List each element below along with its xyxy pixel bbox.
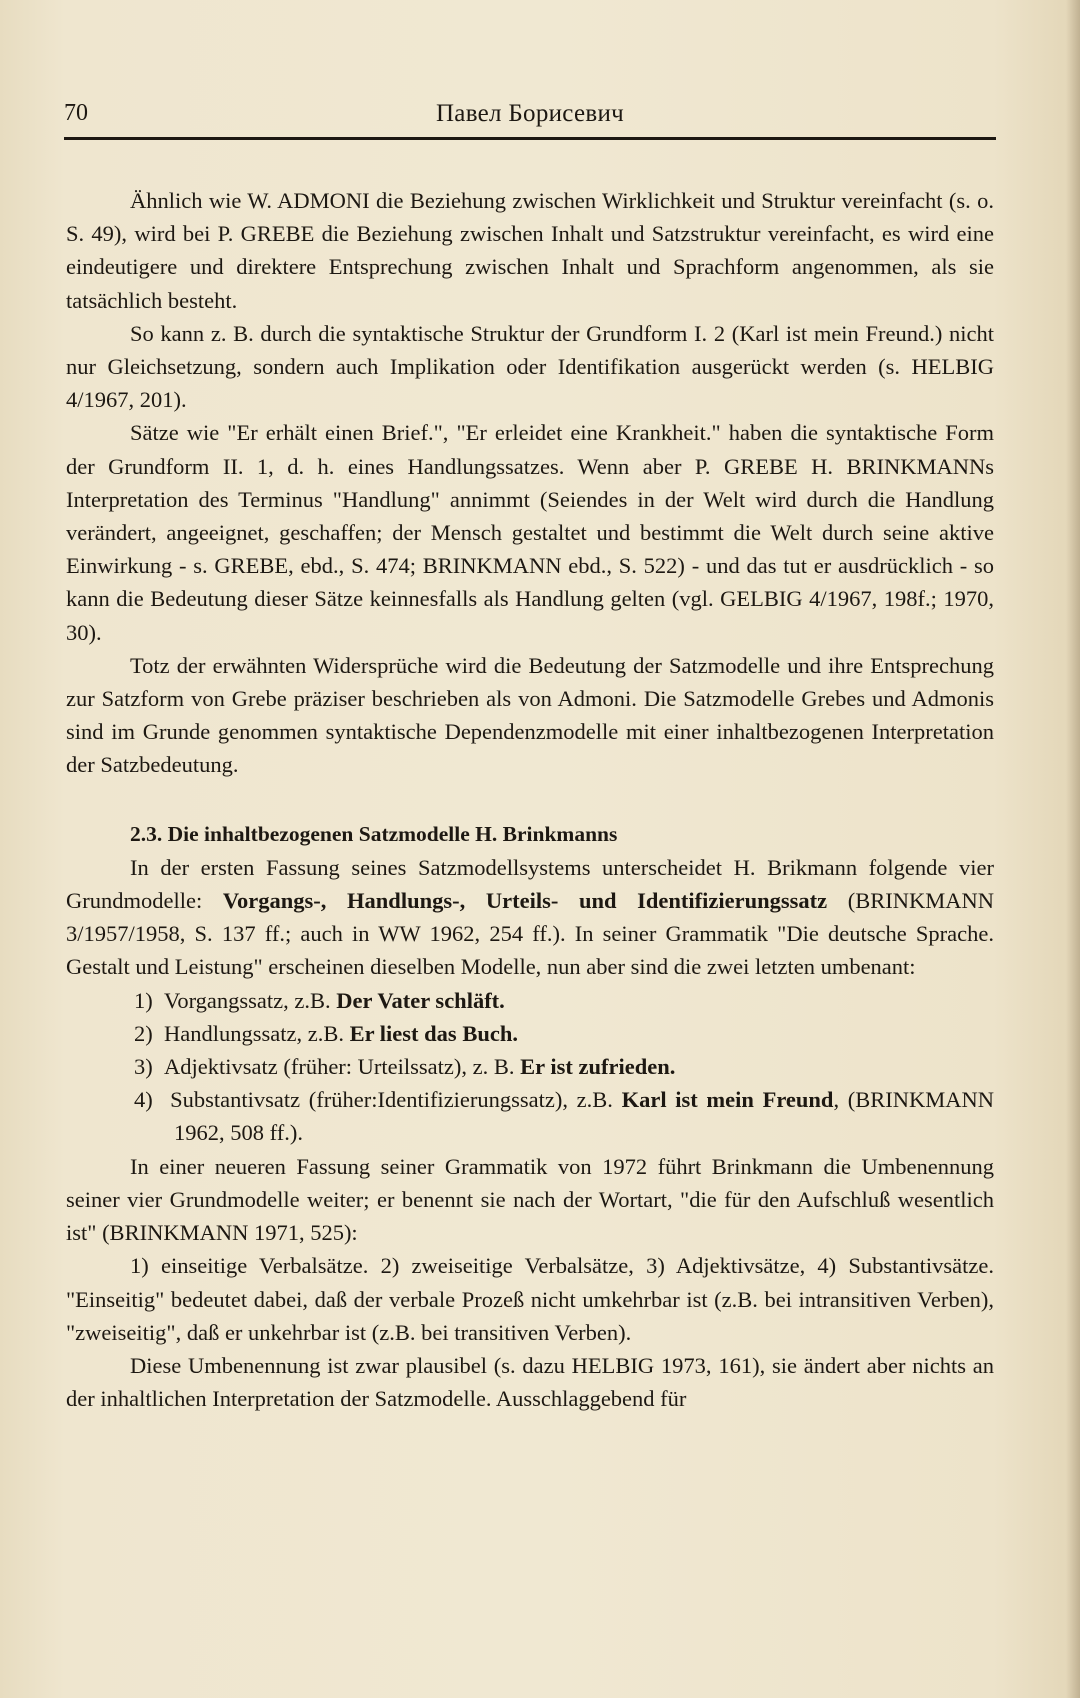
header-rule [64, 137, 996, 140]
list-item [66, 984, 994, 1017]
page-number: 70 [64, 100, 88, 126]
list-item-example: Der Vater schläft. [336, 987, 505, 1013]
list-item [66, 1050, 994, 1083]
section-heading: 2.3. Die inhaltbezogenen Satzmodelle H. Brinkmanns [130, 821, 618, 846]
list-item-example: Karl ist mein Freund [621, 1087, 834, 1113]
list-item [66, 1083, 994, 1149]
list-item-text: Handlungssatz, z.B. [164, 1020, 350, 1046]
body-text [66, 184, 994, 1415]
paragraph-5-bold: Vorgangs-, Handlungs-, Urteils- und Identifizierungssatz [222, 888, 828, 914]
paragraph-6: In einer neueren Fassung seiner Grammatik von 1972 führt Brinkmann die Umbenennung seiner vier Grundmodelle weiter; er benennt sie nach der Wortart, "die für den Aufschluß wesentlich ist" (BRINKMANN 1971, 525): [66, 1153, 994, 1246]
paragraph-5 [66, 851, 994, 984]
paragraph-3: Sätze wie "Er erhält einen Brief.", "Er erleidet eine Krankheit." haben die syntaktische Form der Grundform II. 1, d. h. eines Handlungssatzes. Wenn aber P. GREBE H. BRINKMANNs Interpretation des Terminus "Handlung" annimmt (Seiendes in der Welt wird durch die Handlung verändert, angeeignet, geschaffen; der Mensch gestaltet und bestimmt die Welt durch seine aktive Einwirkung - s. GREBE, ebd., S. 474; BRINKMANN ebd., S. 522) - und das tut er ausdrücklich - so kann die Bedeutung dieser Sätze keinnesfalls als Handlung gelten (vgl. GELBIG 4/1967, 198f.; 1970, 30). [66, 420, 994, 645]
paragraph-1: Ähnlich wie W. ADMONI die Beziehung zwischen Wirklichkeit und Struktur vereinfacht (s. o. S. 49), wird bei P. GREBE die Beziehung zwischen Inhalt und Satzstruktur vereinfacht, es wird eine eindeutigere und direktere Entsprechung zwischen Inhalt und Sprachform angenommen, als sie tatsächlich besteht. [66, 188, 994, 313]
list-item-example: Er liest das Buch. [349, 1020, 518, 1046]
list-item-number: 1) [134, 987, 153, 1013]
paragraph-4: Totz der erwähnten Widersprüche wird die Bedeutung der Satzmodelle und ihre Entsprechung zur Satzform von Grebe präziser beschrieben als von Admoni. Die Satzmodelle Grebes und Admonis sind im Grunde genommen syntaktische Dependenzmodelle mit einer inhaltbezogenen Interpretation der Satzbedeutung. [66, 652, 994, 778]
list-item-tail: , (BRINKMANN 1962, 508 ff.). [174, 1087, 994, 1146]
list-item [66, 1017, 994, 1050]
list-item-number: 3) [134, 1054, 153, 1080]
running-head: Павел Борисевич [435, 100, 625, 127]
page-edge-shadow [1066, 0, 1080, 1698]
paragraph-8: Diese Umbenennung ist zwar plausibel (s. dazu HELBIG 1973, 161), sie ändert aber nichts an der inhaltlichen Interpretation der Satzmodelle. Ausschlaggebend für [66, 1352, 994, 1412]
paragraph-5-text-b: (BRINKMANN 3/1957/1958, S. 137 ff.; auch in WW 1962, 254 ff.). In seiner Grammatik "Die deutsche Sprache. Gestalt und Leistung" erscheinen dieselben Modelle, nun aber sind die zwei letzten umbenant: [66, 888, 995, 980]
paragraph-5-text-a: In der ersten Fassung seines Satzmodellsystems unterscheidet H. Brikmann folgende vier Grundmodelle: [66, 854, 994, 914]
list-item-text: Substantivsatz (früher:Identifizierungssatz), z.B. [170, 1087, 622, 1113]
paragraph-2: So kann z. B. durch die syntaktische Struktur der Grundform I. 2 (Karl ist mein Freund.) nicht nur Gleichsetzung, sondern auch Implikation oder Identifikation ausgerückt werden (s. HELBIG 4/1967, 201). [66, 320, 994, 413]
model-list [66, 984, 994, 1150]
list-item-example: Er ist zufrieden. [520, 1054, 676, 1080]
list-item-text: Vorgangssatz, z.B. [164, 987, 337, 1013]
list-item-number: 2) [134, 1020, 153, 1046]
list-item-text: Adjektivsatz (früher: Urteilssatz), z. B. [164, 1054, 521, 1080]
list-item-number: 4) [134, 1087, 153, 1113]
page-header [64, 100, 996, 140]
paragraph-7: 1) einseitige Verbalsätze. 2) zweiseitige Verbalsätze, 3) Adjektivsätze, 4) Substantivsätze. "Einseitig" bedeutet dabei, daß der verbale Prozeß nicht umkehrbar ist (z.B. bei intransitiven Verben), "zweiseitig", daß er unkehrbar ist (z.B. bei transitiven Verben). [66, 1253, 994, 1345]
